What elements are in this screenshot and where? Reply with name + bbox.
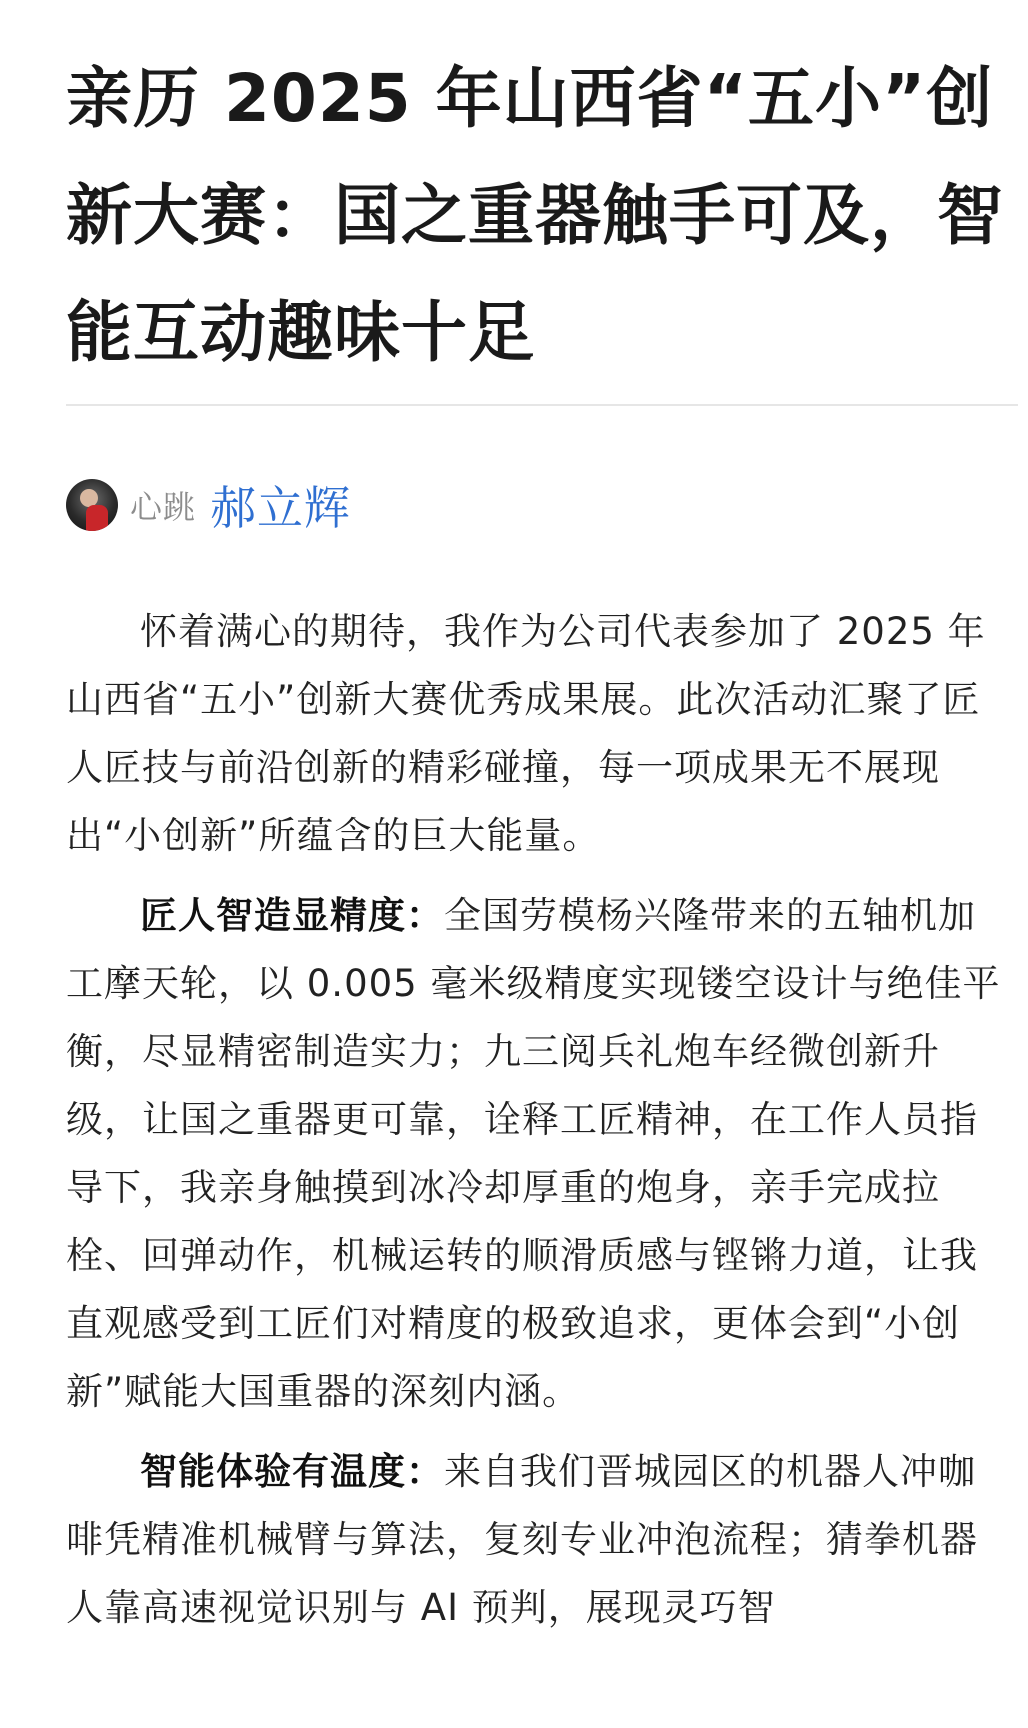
author-name[interactable]: 郝立辉	[210, 481, 352, 535]
article-title: 亲历 2025 年山西省“五小”创新大赛：国之重器触手可及，智能互动趣味十足	[66, 60, 1004, 371]
paragraph-intro	[66, 598, 1010, 870]
paragraph-lead: 匠人智造显精度：	[140, 894, 444, 937]
paragraph-text: 全国劳模杨兴隆带来的五轴机加工摩天轮，以 0.005 毫米级精度实现镂空设计与绝佳平衡，尽显精密制造实力；九三阅兵礼炮车经微创新升级，让国之重器更可靠，诠释工匠精神，在工作人员指导下，我亲身触摸到冰冷却厚重的炮身，亲手完成拉栓、回弹动作，机械运转的顺滑质感与铿锵力道，让我直观感受到工匠们对精度的极致追求，更体会到“小创新”赋能大国重器的深刻内涵。	[66, 894, 1001, 1413]
paragraph-text: 来自我们晋城园区的机器人冲咖啡凭精准机械臂与算法，复刻专业冲泡流程；猜拳机器人靠高速视觉识别与 AI 预判，展现灵巧智	[66, 1450, 978, 1629]
title-divider	[66, 404, 1018, 406]
avatar[interactable]	[66, 479, 118, 531]
author-label: 心跳	[130, 488, 197, 526]
paragraph-lead: 智能体验有温度：	[140, 1450, 444, 1493]
paragraph-precision	[66, 882, 1010, 1426]
author-row[interactable]	[66, 470, 351, 540]
paragraph-smart-experience	[66, 1438, 1010, 1642]
paragraph-text: 怀着满心的期待，我作为公司代表参加了 2025 年山西省“五小”创新大赛优秀成果展。此次活动汇聚了匠人匠技与前沿创新的精彩碰撞，每一项成果无不展现出“小创新”所蕴含的巨大能量。	[66, 610, 986, 857]
article-body	[66, 598, 1010, 1654]
